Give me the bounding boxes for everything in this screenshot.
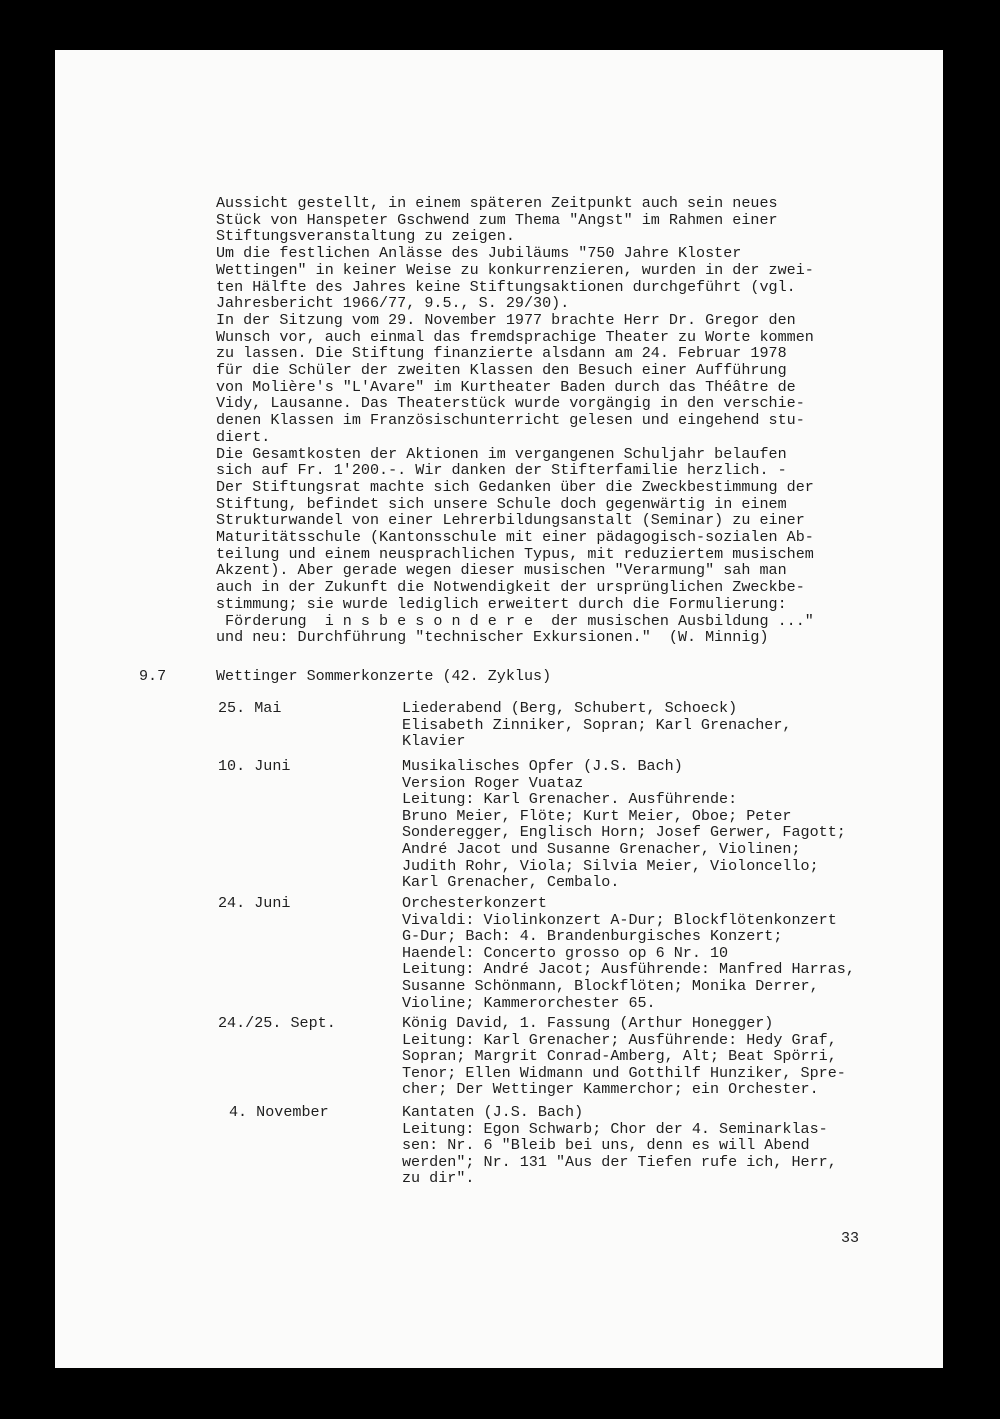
text-line: Akzent). Aber gerade wegen dieser musischen "Verarmung" sah man bbox=[216, 561, 787, 580]
concert-details bbox=[402, 700, 922, 750]
detail-line: Haendel: Concerto grosso op 6 Nr. 10 bbox=[402, 943, 729, 962]
detail-line: Judith Rohr, Viola; Silvia Meier, Violoncello; bbox=[402, 856, 819, 875]
page-number: 33 bbox=[841, 1230, 860, 1247]
concert-details bbox=[402, 1015, 922, 1098]
concert-date: 25. Mai bbox=[218, 699, 282, 717]
text-line: Maturitätsschule (Kantonsschule mit einer pädagogisch-sozialen Ab- bbox=[216, 528, 814, 547]
text-line: Vidy, Lausanne. Das Theaterstück wurde vorgängig in den verschie- bbox=[216, 394, 805, 413]
detail-line: werden"; Nr. 131 "Aus der Tiefen rufe ich, Herr, bbox=[402, 1152, 837, 1171]
intro-paragraph bbox=[216, 195, 896, 646]
detail-line: Karl Grenacher, Cembalo. bbox=[402, 873, 620, 892]
text-line: ten Hälfte des Jahres keine Stiftungsaktionen durchgeführt (vgl. bbox=[216, 277, 796, 296]
detail-line: Leitung: Karl Grenacher; Ausführende: Hedy Graf, bbox=[402, 1030, 837, 1049]
detail-line: sen: Nr. 6 "Bleib bei uns, denn es will Abend bbox=[402, 1136, 810, 1155]
text-line: In der Sitzung vom 29. November 1977 brachte Herr Dr. Gregor den bbox=[216, 310, 796, 329]
text-line: Die Gesamtkosten der Aktionen im vergangenen Schuljahr belaufen bbox=[216, 444, 787, 463]
text-line: Strukturwandel von einer Lehrerbildungsanstalt (Seminar) zu einer bbox=[216, 511, 805, 530]
detail-line: Musikalisches Opfer (J.S. Bach) bbox=[402, 757, 683, 775]
detail-line: Sopran; Margrit Conrad-Amberg, Alt; Beat Spörri, bbox=[402, 1047, 837, 1066]
section-number: 9.7 bbox=[139, 667, 167, 685]
text-line: Jahresbericht 1966/77, 9.5., S. 29/30). bbox=[216, 294, 570, 313]
text-line: Stück von Hanspeter Gschwend zum Thema "Angst" im Rahmen einer bbox=[216, 210, 778, 229]
concert-date: 24./25. Sept. bbox=[218, 1014, 336, 1032]
text-line: stimmung; sie wurde lediglich erweitert durch die Formulierung: bbox=[216, 594, 787, 613]
section-title: Wettinger Sommerkonzerte (42. Zyklus) bbox=[216, 667, 552, 685]
detail-line: Sonderegger, Englisch Horn; Josef Gerwer, Fagott; bbox=[402, 823, 846, 842]
text-line: Aussicht gestellt, in einem späteren Zeitpunkt auch sein neues bbox=[216, 194, 778, 212]
detail-line: Version Roger Vuataz bbox=[402, 773, 584, 792]
detail-line: Elisabeth Zinniker, Sopran; Karl Grenacher, bbox=[402, 715, 792, 734]
text-line: denen Klassen im Französischunterricht gelesen und eingehend stu- bbox=[216, 411, 805, 430]
text-line: Wettingen" in keiner Weise zu konkurrenzieren, wurden in der zwei- bbox=[216, 260, 814, 279]
detail-line: G-Dur; Bach: 4. Brandenburgisches Konzert; bbox=[402, 927, 783, 946]
text-line: von Molière's "L'Avare" im Kurtheater Baden durch das Théâtre de bbox=[216, 377, 796, 396]
detail-line: Leitung: André Jacot; Ausführende: Manfred Harras, bbox=[402, 960, 855, 979]
document-page bbox=[55, 50, 943, 1368]
detail-line: cher; Der Wettinger Kammerchor; ein Orchester. bbox=[402, 1080, 819, 1099]
detail-line: Susanne Schönmann, Blockflöten; Monika Derrer, bbox=[402, 976, 819, 995]
concert-details bbox=[402, 758, 922, 891]
text-line: und neu: Durchführung "technischer Exkursionen." (W. Minnig) bbox=[216, 628, 769, 647]
text-line: Der Stiftungsrat machte sich Gedanken über die Zweckbestimmung der bbox=[216, 477, 814, 496]
text-line: Stiftung, befindet sich unsere Schule doch gegenwärtig in einem bbox=[216, 494, 787, 513]
text-line: sich auf Fr. 1'200.-. Wir danken der Stifterfamilie herzlich. - bbox=[216, 461, 787, 480]
text-line: Förderung i n s b e s o n d e r e der musischen Ausbildung ..." bbox=[216, 611, 814, 630]
text-line: zu lassen. Die Stiftung finanzierte alsdann am 24. Februar 1978 bbox=[216, 344, 787, 363]
concert-date: 10. Juni bbox=[218, 757, 291, 775]
detail-line: Orchesterkonzert bbox=[402, 894, 547, 912]
detail-line: Klavier bbox=[402, 732, 466, 751]
detail-line: Vivaldi: Violinkonzert A-Dur; Blockflötenkonzert bbox=[402, 910, 837, 929]
concert-details bbox=[402, 895, 922, 1011]
concert-date: 24. Juni bbox=[218, 894, 291, 912]
detail-line: Leitung: Karl Grenacher. Ausführende: bbox=[402, 790, 738, 809]
detail-line: Liederabend (Berg, Schubert, Schoeck) bbox=[402, 699, 738, 717]
text-line: auch in der Zukunft die Notwendigkeit der ursprünglichen Zweckbe- bbox=[216, 578, 805, 597]
detail-line: André Jacot und Susanne Grenacher, Violinen; bbox=[402, 839, 801, 858]
text-line: Wunsch vor, auch einmal das fremdsprachige Theater zu Worte kommen bbox=[216, 327, 814, 346]
text-line: Stiftungsveranstaltung zu zeigen. bbox=[216, 227, 515, 246]
detail-line: Bruno Meier, Flöte; Kurt Meier, Oboe; Peter bbox=[402, 806, 792, 825]
text-line: teilung und einem neusprachlichen Typus, mit reduziertem musischem bbox=[216, 544, 814, 563]
detail-line: Kantaten (J.S. Bach) bbox=[402, 1103, 584, 1121]
detail-line: König David, 1. Fassung (Arthur Honegger) bbox=[402, 1014, 774, 1032]
concert-date: 4. November bbox=[229, 1103, 329, 1121]
text-line: Um die festlichen Anlässe des Jubiläums "750 Jahre Kloster bbox=[216, 244, 742, 263]
text-line: diert. bbox=[216, 427, 271, 446]
detail-line: Violine; Kammerorchester 65. bbox=[402, 993, 656, 1012]
detail-line: Tenor; Ellen Widmann und Gotthilf Hunziker, Spre- bbox=[402, 1063, 846, 1082]
concert-details bbox=[402, 1104, 922, 1187]
detail-line: zu dir". bbox=[402, 1169, 475, 1188]
detail-line: Leitung: Egon Schwarb; Chor der 4. Seminarklas- bbox=[402, 1119, 828, 1138]
text-line: für die Schüler der zweiten Klassen den Besuch einer Aufführung bbox=[216, 361, 787, 380]
